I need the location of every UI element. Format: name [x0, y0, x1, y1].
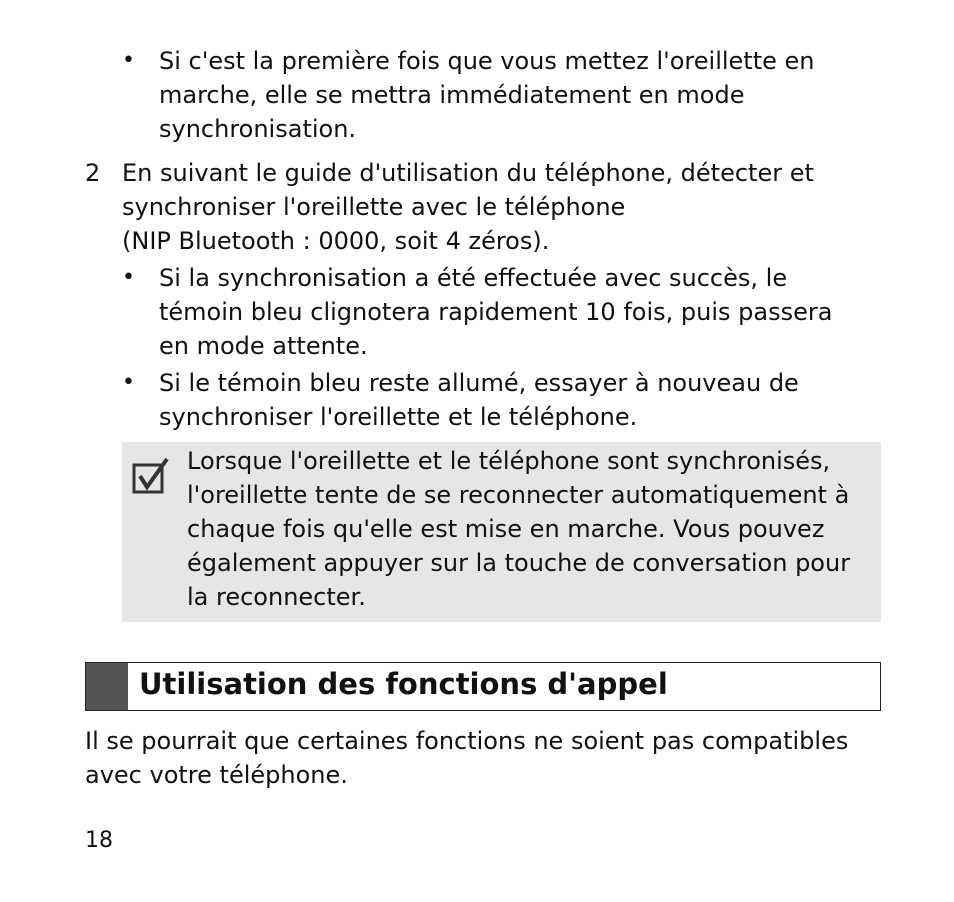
note-text-line: Lorsque l'oreillette et le téléphone sont synchronisés,	[187, 447, 831, 475]
page-number: 18	[85, 828, 113, 853]
bullet-text-line: Si c'est la première fois que vous mettez l'oreillette en	[159, 47, 815, 75]
note-text-line: également appuyer sur la touche de conversation pour	[187, 549, 851, 577]
section-header	[85, 662, 881, 711]
note-text-line: l'oreillette tente de se reconnecter automatiquement à	[187, 481, 850, 509]
section-marker-block	[86, 663, 128, 710]
bullet-text-line: Si le témoin bleu reste allumé, essayer à nouveau de	[159, 369, 799, 397]
step-number: 2	[85, 159, 101, 187]
bullet-text-line: témoin bleu clignotera rapidement 10 fois, puis passera	[159, 298, 833, 326]
step-text-line: En suivant le guide d'utilisation du téléphone, détecter et	[122, 159, 814, 187]
note-text-line: la reconnecter.	[187, 583, 366, 611]
bullet-marker: •	[122, 48, 135, 73]
paragraph-line: Il se pourrait que certaines fonctions ne soient pas compatibles	[85, 727, 849, 755]
section-title: Utilisation des fonctions d'appel	[139, 667, 668, 701]
paragraph-line: avec votre téléphone.	[85, 761, 348, 789]
step-text-line: (NIP Bluetooth : 0000, soit 4 zéros).	[122, 227, 550, 255]
bullet-text-line: synchroniser l'oreillette et le téléphone.	[159, 403, 638, 431]
bullet-text-line: synchronisation.	[159, 115, 357, 143]
note-text-line: chaque fois qu'elle est mise en marche. Vous pouvez	[187, 515, 825, 543]
step-text-line: synchroniser l'oreillette avec le téléphone	[122, 193, 626, 221]
bullet-marker: •	[122, 265, 135, 290]
bullet-text-line: marche, elle se mettra immédiatement en mode	[159, 81, 745, 109]
checkbox-checked-icon	[131, 456, 171, 496]
bullet-text-line: en mode attente.	[159, 332, 368, 360]
bullet-text-line: Si la synchronisation a été effectuée avec succès, le	[159, 264, 788, 292]
bullet-marker: •	[122, 370, 135, 395]
